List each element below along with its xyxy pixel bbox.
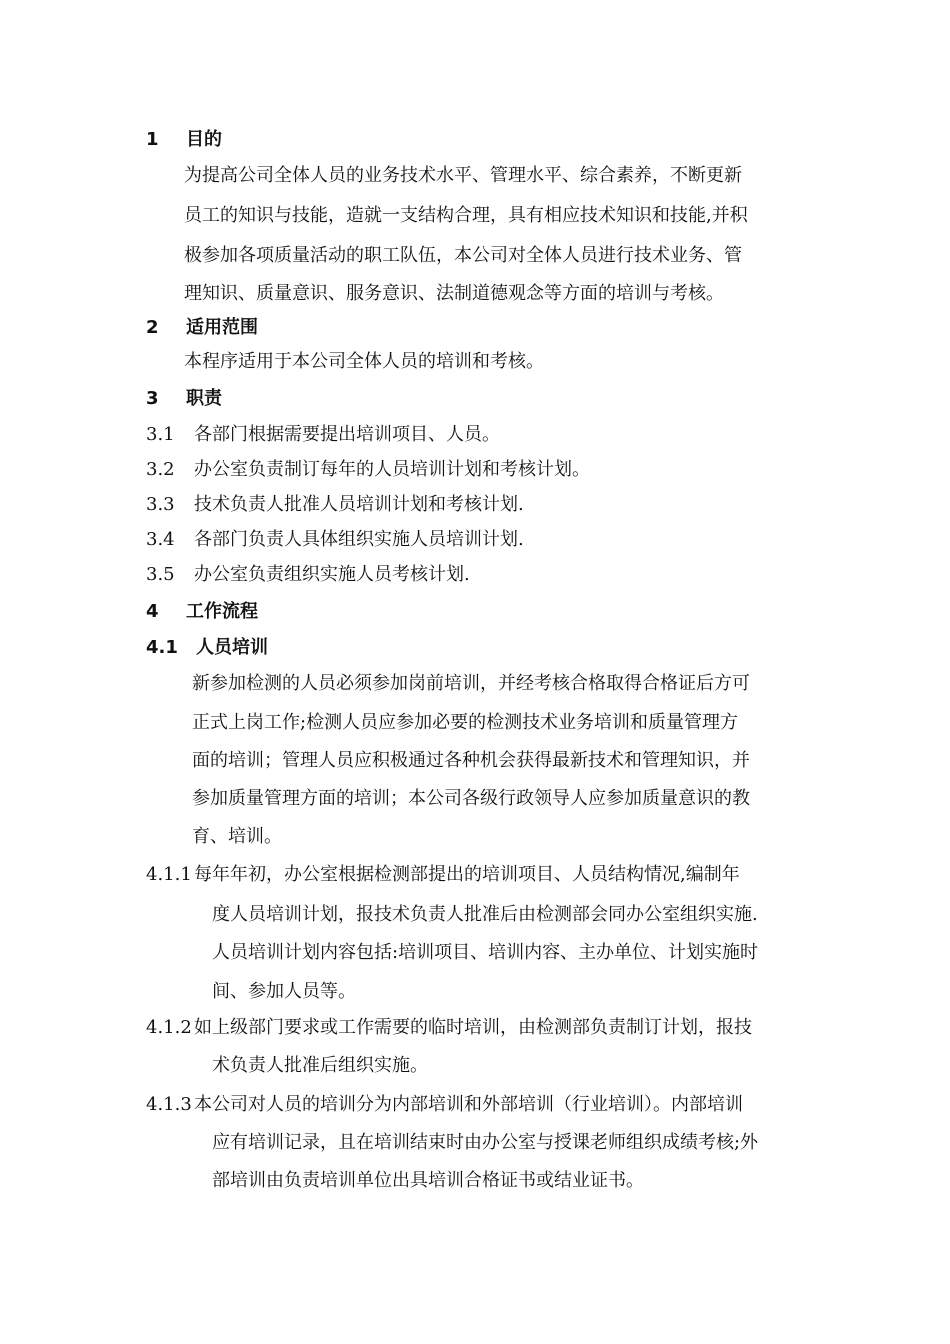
subsection-title: 人员培训 [196,637,268,658]
paragraph-line: 育、培训。 [192,826,282,847]
section-number: 4 [146,601,159,622]
item-text: 技术负责人批准人员培训计划和考核计划. [194,494,524,515]
clause-text: 如上级部门要求或工作需要的临时培训，由检测部负责制订计划，报技 [194,1017,752,1038]
clause-text: 每年年初，办公室根据检测部提出的培训项目、人员结构情况,编制年 [194,864,740,885]
clause-number: 4.1.3 [146,1094,192,1115]
item-text: 各部门负责人具体组织实施人员培训计划. [194,529,524,550]
item-number: 3.3 [146,494,175,515]
item-number: 3.2 [146,459,175,480]
clause-first-line [146,863,740,887]
clause-line: 间、参加人员等。 [212,981,356,1002]
clause-text: 本公司对人员的培训分为内部培训和外部培训（行业培训）。内部培训 [194,1094,743,1115]
section-3-heading [146,387,222,411]
list-item [146,423,500,447]
paragraph-line: 理知识、质量意识、服务意识、法制道德观念等方面的培训与考核。 [184,283,724,304]
section-number: 1 [146,129,159,150]
subsection-heading [146,636,268,660]
list-item [146,493,524,517]
clause-first-line [146,1093,743,1117]
clause-number: 4.1.1 [146,864,192,885]
clause-line: 应有培训记录，且在培训结束时由办公室与授课老师组织成绩考核;外 [212,1132,759,1153]
subsection-number: 4.1 [146,637,178,658]
item-text: 各部门根据需要提出培训项目、人员。 [194,424,500,445]
paragraph-line: 为提高公司全体人员的业务技术水平、管理水平、综合素养，不断更新 [184,165,742,186]
paragraph-line: 员工的知识与技能，造就一支结构合理，具有相应技术知识和技能,并积 [184,205,748,226]
paragraph-line: 面的培训；管理人员应积极通过各种机会获得最新技术和管理知识，并 [192,750,750,771]
section-title: 适用范围 [186,317,258,338]
paragraph-line: 本程序适用于本公司全体人员的培训和考核。 [184,351,544,372]
clause-line: 度人员培训计划，报技术负责人批准后由检测部会同办公室组织实施. [212,904,758,925]
section-4-heading [146,600,258,624]
clause-line: 部培训由负责培训单位出具培训合格证书或结业证书。 [212,1170,644,1191]
section-title: 目的 [186,129,222,150]
paragraph-line: 新参加检测的人员必须参加岗前培训，并经考核合格取得合格证后方可 [192,673,750,694]
item-text: 办公室负责制订每年的人员培训计划和考核计划。 [194,459,590,480]
section-title: 职责 [186,388,222,409]
paragraph-line: 正式上岗工作;检测人员应参加必要的检测技术业务培训和质量管理方 [192,712,739,733]
paragraph-line: 极参加各项质量活动的职工队伍，本公司对全体人员进行技术业务、管 [184,245,742,266]
item-number: 3.4 [146,529,175,550]
item-number: 3.5 [146,564,175,585]
section-number: 3 [146,388,159,409]
section-1-heading [146,128,222,152]
clause-first-line [146,1016,752,1040]
paragraph-line: 参加质量管理方面的培训；本公司各级行政领导人应参加质量意识的教 [192,788,750,809]
section-2-heading [146,316,258,340]
clause-number: 4.1.2 [146,1017,192,1038]
clause-line: 术负责人批准后组织实施。 [212,1055,428,1076]
item-text: 办公室负责组织实施人员考核计划. [194,564,470,585]
list-item [146,528,524,552]
clause-line: 人员培训计划内容包括:培训项目、培训内容、主办单位、计划实施时 [212,942,759,963]
list-item [146,563,470,587]
item-number: 3.1 [146,424,175,445]
section-title: 工作流程 [186,601,258,622]
section-number: 2 [146,317,159,338]
list-item [146,458,590,482]
